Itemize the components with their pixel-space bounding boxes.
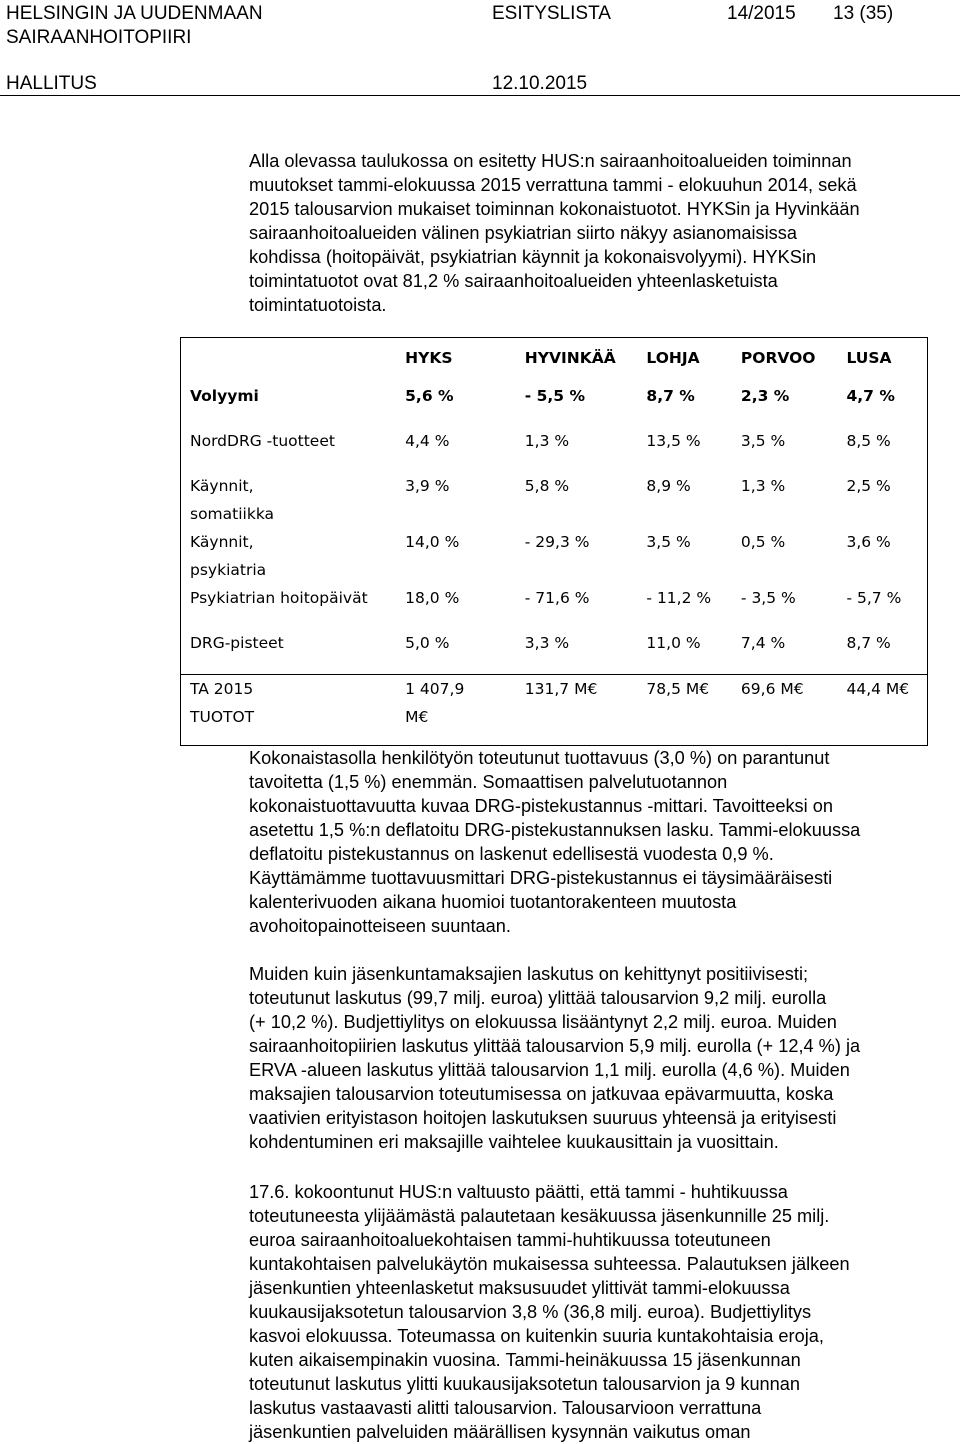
text-line: muutokset tammi-elokuussa 2015 verrattuna tammi - elokuuhun 2014, sekä — [249, 175, 857, 195]
cell-value: 11,0 % — [646, 634, 701, 652]
board-name: HALLITUS — [6, 73, 97, 94]
text-line: kuntakohtaisen palvelukäytön mukaisessa suhteessa. Palautuksen jälkeen — [249, 1254, 850, 1274]
doc-number: 14/2015 — [727, 3, 796, 24]
doc-type: ESITYSLISTA — [492, 3, 611, 24]
text-line: kokonaistuottavuutta kuvaa DRG-pistekustannus -mittari. Tavoitteeksi on — [249, 796, 833, 816]
billing-paragraph — [249, 962, 860, 1154]
table-row — [181, 427, 928, 472]
cell-value: 14,0 % — [405, 533, 460, 551]
text-line: deflatoitu pistekustannus on laskenut edellisestä vuodesta 0,9 %. — [249, 844, 774, 864]
cell-value: 3,5 % — [646, 533, 691, 551]
cell-value: 4,4 % — [405, 432, 450, 450]
meeting-date: 12.10.2015 — [492, 73, 588, 94]
text-line: maksajien talousarvion toteutumisessa on jatkuvaa epävarmuutta, koska — [249, 1084, 834, 1104]
cell-value: 8,7 % — [846, 634, 891, 652]
text-line: Muiden kuin jäsenkuntamaksajien laskutus on kehittynyt positiivisesti; — [249, 964, 809, 984]
council-paragraph — [249, 1180, 850, 1444]
text-line: jäsenkuntien palveluiden määrällisen kysynnän vaikutus oman — [249, 1422, 751, 1442]
table-row — [181, 472, 928, 528]
cell-value: 1,3 % — [740, 477, 786, 495]
text-line: laskutus vastaavasti alitti talousarvion. Talousarvioon verrattuna — [249, 1398, 762, 1418]
table-header-row — [181, 338, 928, 383]
cell-value: 1 407,9 M€ — [405, 680, 465, 726]
cell-value: - 29,3 % — [524, 533, 590, 551]
cell-value: 69,6 M€ — [740, 680, 804, 698]
area-change-table — [180, 337, 928, 746]
cell-value: 78,5 M€ — [646, 680, 710, 698]
table-row — [181, 675, 928, 746]
header-cell-empty — [181, 338, 397, 383]
cell-value: - 5,5 % — [524, 387, 585, 405]
header-divider — [0, 95, 960, 96]
text-line: toteutunut laskutus ylitti kuukausijaksotetun talousarvion ja 9 kunnan — [249, 1374, 801, 1394]
text-line: Alla olevassa taulukossa on esitetty HUS:n sairaanhoitoalueiden toiminnan — [249, 151, 852, 171]
cell-value: 18,0 % — [405, 589, 460, 607]
cell-value: 44,4 M€ — [846, 680, 910, 698]
cell-value: 2,5 % — [846, 477, 891, 495]
cell-value: 1,3 % — [524, 432, 570, 450]
header-cell-hyvinkaa: HYVINKÄÄ — [524, 349, 616, 367]
cell-value: 0,5 % — [740, 533, 786, 551]
cell-value: 3,6 % — [846, 533, 891, 551]
cell-value: 3,9 % — [405, 477, 450, 495]
org-name-line2: SAIRAANHOITOPIIRI — [6, 27, 192, 48]
text-line: sairaanhoitopiirien laskutus ylittää talousarvion 5,9 milj. eurolla (+ 12,4 %) ja — [249, 1036, 861, 1056]
table-row — [181, 528, 928, 584]
cell-value: 8,9 % — [646, 477, 691, 495]
text-line: ERVA -alueen laskutus ylittää talousarvion 1,1 milj. eurolla (4,6 %). Muiden — [249, 1060, 850, 1080]
org-name-line1: HELSINGIN JA UUDENMAAN — [6, 3, 263, 24]
text-line: 2015 talousarvion mukaiset toiminnan kokonaistuotot. HYKSin ja Hyvinkään — [249, 199, 860, 219]
text-line: Kokonaistasolla henkilötyön toteutunut tuottavuus (3,0 %) on parantunut — [249, 748, 830, 768]
text-line: sairaanhoitoalueiden välinen psykiatrian siirto näkyy asianomaisissa — [249, 223, 797, 243]
cell-value: - 3,5 % — [740, 589, 796, 607]
text-line: toimintatuotot ovat 81,2 % sairaanhoitoalueiden yhteenlasketuista — [249, 271, 778, 291]
text-line: euroa sairaanhoitoaluekohtaisen tammi-huhtikuussa toteutuneen — [249, 1230, 771, 1250]
text-line: toimintatuotoista. — [249, 295, 387, 315]
header-cell-lohja: LOHJA — [646, 349, 700, 367]
text-line: asetettu 1,5 %:n deflatoitu DRG-pistekustannuksen lasku. Tammi-elokuussa — [249, 820, 861, 840]
row-label: Volyymi — [190, 387, 259, 405]
row-label: DRG-pisteet — [190, 634, 284, 652]
text-line: kuukausijaksotetun talousarvion 3,8 % (36,8 milj. euroa). Budjettiylitys — [249, 1302, 812, 1322]
text-line: kalenterivuoden aikana huomioi tuotantorakenteen muutosta — [249, 892, 737, 912]
intro-paragraph — [249, 149, 860, 317]
text-line: kasvoi elokuussa. Toteumassa on kuitenkin suuria kuntakohtaisia eroja, — [249, 1326, 824, 1346]
row-label: Käynnit, somatiikka — [190, 477, 275, 523]
text-line: avohoitopainotteiseen suuntaan. — [249, 916, 511, 936]
text-line: kohdentuminen eri maksajille vaihtelee kuukausittain ja vuosittain. — [249, 1132, 779, 1152]
cell-value: 5,8 % — [524, 477, 570, 495]
text-line: jäsenkuntien yhteenlasketut maksusuudet ylittivät tammi-elokuussa — [249, 1278, 790, 1298]
header-cell-hyks: HYKS — [405, 349, 453, 367]
text-line: kuten aikaisempinakin vuosina. Tammi-heinäkuussa 15 jäsenkunnan — [249, 1350, 801, 1370]
cell-value: 3,3 % — [524, 634, 570, 652]
cell-value: 131,7 M€ — [524, 680, 598, 698]
header-cell-porvoo: PORVOO — [740, 349, 816, 367]
table-row — [181, 382, 928, 427]
page-number: 13 (35) — [833, 3, 894, 24]
cell-value: - 11,2 % — [646, 589, 712, 607]
cell-value: 2,3 % — [740, 387, 790, 405]
row-label: NordDRG -tuotteet — [190, 432, 335, 450]
cell-value: 7,4 % — [740, 634, 786, 652]
cell-value: 8,5 % — [846, 432, 891, 450]
cell-value: 5,0 % — [405, 634, 450, 652]
table-row — [181, 629, 928, 675]
cell-value: 3,5 % — [740, 432, 786, 450]
text-line: toteutuneesta ylijäämästä palautetaan kesäkuussa jäsenkunnille 25 milj. — [249, 1206, 830, 1226]
text-line: kohdissa (hoitopäivät, psykiatrian käynnit ja kokonaisvolyymi). HYKSin — [249, 247, 817, 267]
cell-value: 5,6 % — [405, 387, 454, 405]
row-label: TA 2015 TUOTOT — [190, 680, 255, 726]
table-row — [181, 584, 928, 629]
text-line: 17.6. kokoontunut HUS:n valtuusto päätti, että tammi - huhtikuussa — [249, 1182, 788, 1202]
cell-value: 4,7 % — [846, 387, 895, 405]
text-line: tavoitetta (1,5 %) enemmän. Somaattisen palvelutuotannon — [249, 772, 728, 792]
cell-value: - 5,7 % — [846, 589, 902, 607]
row-label: Käynnit, psykiatria — [190, 533, 267, 579]
cell-value: 13,5 % — [646, 432, 701, 450]
header-cell-lusa: LUSA — [846, 349, 892, 367]
cell-value: 8,7 % — [646, 387, 695, 405]
productivity-paragraph — [249, 746, 860, 938]
row-label: Psykiatrian hoitopäivät — [190, 589, 368, 607]
text-line: toteutunut laskutus (99,7 milj. euroa) ylittää talousarvion 9,2 milj. eurolla — [249, 988, 827, 1008]
text-line: (+ 10,2 %). Budjettiylitys on elokuussa lisääntynyt 2,2 milj. euroa. Muiden — [249, 1012, 837, 1032]
cell-value: - 71,6 % — [524, 589, 590, 607]
text-line: vaativien erityistason hoitojen laskutuksen suuruus yhteensä ja erityisesti — [249, 1108, 837, 1128]
text-line: Käyttämämme tuottavuusmittari DRG-pistekustannus ei täysimääräisesti — [249, 868, 833, 888]
